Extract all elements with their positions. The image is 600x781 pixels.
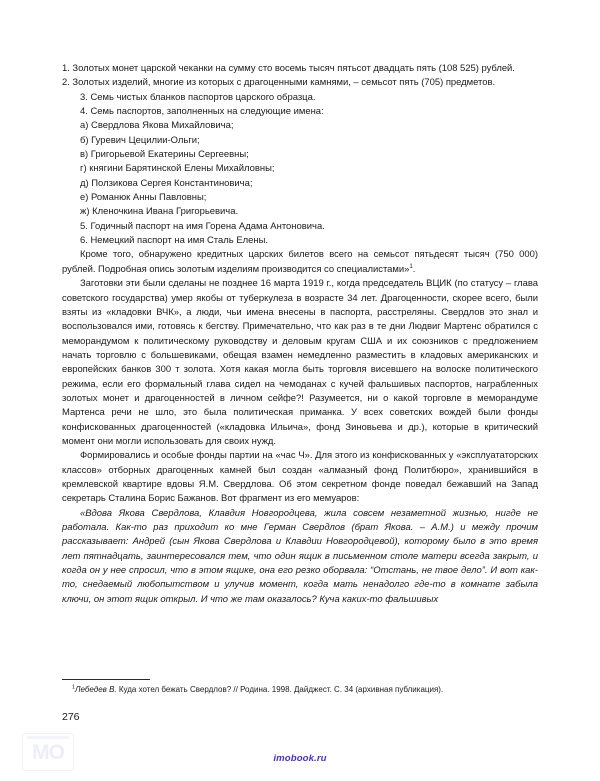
list-item-5: 5. Годичный паспорт на имя Горена Адама Антоновича.	[80, 220, 325, 232]
paragraph-preparations: Заготовки эти были сделаны не позднее 16 марта 1919 г., когда председатель ВЦИК (по статусу – глава советского государства) умер якобы от туберкулеза в возрасте 34 лет. Драгоценности, скорее всего, были взяты из «кладовки ВЧК», а люди, чьи имена внесены в паспорта, расстреляны. Свердлов это знал и воспользовался ими, готовясь к бегству. Примечательно, что как раз в те дни Людвиг Мартенс обратился с меморандумом к политическому руководству и деловым кругам США и их союзников с предложением начать торговлю с большевиками, обещая взамен немедленно разместить в кладовых американских и европейских банков 300 т золота. Хотя какая могла быть торговля висевшего на волоске политического режима, если его формальный глава сидел на чемоданах с кучей фальшивых паспортов, награбленных золотых монет и драгоценностей в личном сейфе?! Разумеется, ни о какой торговле в меморандуме Мартенса речи не шло, это была политическая приманка. У всех советских вождей были фонды конфискованных драгоценностей («кладовка Ильича», фонд Зиновьева и др.), которые в критический момент они могли использовать для своих нужд.	[62, 278, 538, 447]
list-item-4d: д) Ползикова Сергея Константиновича;	[80, 177, 253, 189]
footnote-area	[62, 679, 538, 695]
logo-monogram: MO	[32, 741, 64, 764]
paragraph-credit-notes-text: Кроме того, обнаружено кредитных царских билетов всего на семьсот пятьдесят тысяч (750 000) рублей. Подробная опись золотым изделиям производится со специалистами»	[62, 249, 538, 275]
list-item-4a: а) Свердлова Якова Михайловича;	[80, 120, 234, 132]
site-watermark: imobook.ru	[273, 753, 327, 764]
footnote-number: 1	[72, 684, 75, 691]
blockquote-bazhanov-memoirs: «Вдова Якова Свердлова, Клавдия Новгородцева, жила совсем незаметной жизнью, нигде не работала. Как-то раз приходит ко мне Герман Свердлов (брат Якова. – А.М.) и между прочим рассказывает: Андрей (сын Якова Свердлова и Клавдии Новгородцевой), которому было в это время лет пятнадцать, заинтересовался тем, что один ящик в письменном столе матери всегда закрыт, и когда он у нее спросил, что в этом ящике, она его резко оборвала: “Отстань, не твое дело”. И вот как-то, снедаемый любопытством и улучив момент, когда мать ненадолго где-то в комнате забыла ключи, он этот ящик открыл. И что же там оказалось? Куча каких-то фальшивых	[62, 507, 538, 605]
footnote-separator-rule	[62, 679, 150, 680]
footnote-reference-marker: 1	[409, 262, 413, 270]
footnote-citation: Куда хотел бежать Свердлов? // Родина. 1998. Дайджест. С. 34 (архивная публикация).	[116, 685, 444, 694]
main-text-column	[62, 62, 538, 607]
list-item-4v: в) Григорьевой Екатерины Сергеевны;	[80, 149, 249, 161]
list-item-2: 2. Золотых изделий, многие из которых с драгоценными камнями, – семьсот пять (705) предметов.	[62, 77, 496, 89]
paragraph-credit-notes	[62, 248, 538, 277]
list-item-4e: е) Романюк Анны Павловны;	[80, 192, 207, 204]
paragraph-credit-notes-tail: .	[412, 263, 416, 275]
footnote-author: Лебедев В.	[75, 685, 117, 694]
logo-top-bar	[27, 736, 69, 739]
list-item-6: 6. Немецкий паспорт на имя Сталь Елены.	[80, 235, 268, 247]
list-item-4b: б) Гуревич Цецилии-Ольги;	[80, 134, 200, 146]
list-item-4: 4. Семь паспортов, заполненных на следующие имена:	[80, 106, 324, 118]
paragraph-party-funds: Формировались и особые фонды партии на «час Ч». Для этого из конфискованных у «эксплуататорских классов» отборных драгоценных камней был создан «алмазный фонд Политбюро», хранившийся в кремлевской квартире вдовы Я.М. Свердлова. Об этом секретном фонде поведал бежавший на Запад секретарь Сталина Борис Бажанов. Вот фрагмент из его мемуаров:	[62, 450, 538, 505]
list-item-4g: г) княгини Барятинской Елены Михайловны;	[80, 163, 275, 175]
list-item-3: 3. Семь чистых бланков паспортов царского образца.	[80, 91, 316, 103]
list-item-1: 1. Золотых монет царской чеканки на сумму сто восемь тысяч пятьсот двадцать пять (108 525) рублей.	[62, 63, 515, 74]
list-item-4zh: ж) Кленочкина Ивана Григорьевича.	[80, 206, 239, 218]
footnote-1	[62, 684, 538, 695]
imobook-logo-watermark-icon	[22, 733, 74, 771]
page-number: 276	[62, 711, 80, 723]
